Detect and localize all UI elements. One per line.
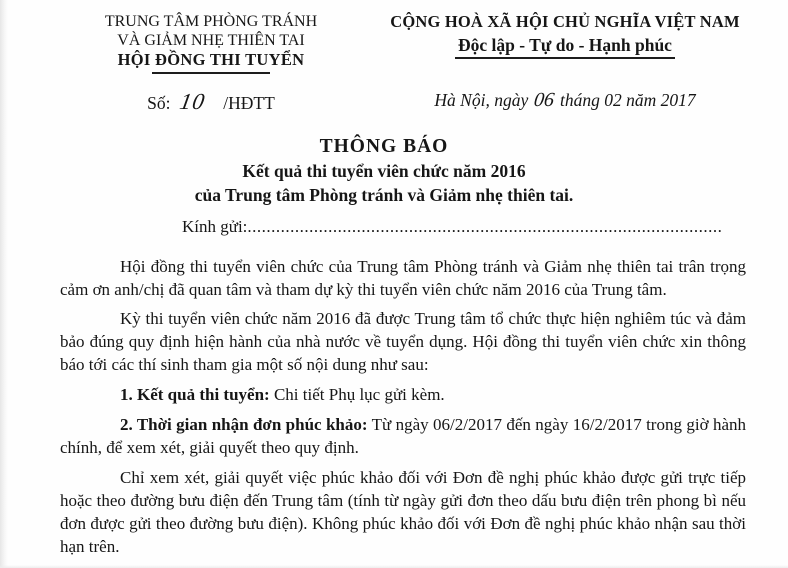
- document-body: [60, 215, 746, 558]
- date-prefix: Hà Nội, ngày: [434, 90, 529, 110]
- scan-edge-left: [0, 0, 8, 568]
- list-item-results-text: Chi tiết Phụ lục gửi kèm.: [269, 385, 445, 404]
- salutation-dotted-leader: ....................................................................................................: [247, 217, 723, 236]
- document-header: [0, 0, 788, 116]
- paragraph-review-conditions: Chỉ xem xét, giải quyết việc phúc khảo đối với Đơn đề nghị phúc khảo được gửi trực tiếp hoặc theo đường bưu điện đến Trung tâm (tính từ ngày gửi đơn theo dấu bưu điện trên phong bì nếu đơn được gửi theo đường bưu điện). Không phúc khảo đối với Đơn đề nghị phúc khảo nhận sau thời hạn trên.: [60, 468, 746, 556]
- title-block: [20, 135, 748, 207]
- document-number-label: Số:: [147, 93, 171, 113]
- document-number-line: [58, 89, 364, 116]
- salutation-line: [182, 215, 746, 239]
- org-underline-rule: [152, 72, 270, 74]
- paragraph-thanks: Hội đồng thi tuyển viên chức của Trung tâm Phòng tránh và Giảm nhẹ thiên tai trân trọng cảm ơn anh/chị đã quan tâm và tham dự kỳ thi tuyển viên chức năm 2016 của Trung tâm.: [60, 257, 746, 299]
- document-number-suffix: /HĐTT: [223, 93, 275, 113]
- document-title: THÔNG BÁO: [319, 136, 449, 157]
- list-item-results: [60, 383, 746, 406]
- paragraph-exam-conduct: Kỳ thi tuyển viên chức năm 2016 đã được Trung tâm tổ chức thực hiện nghiêm túc và đảm bảo đúng quy định hiện hành của nhà nước về tuyển dụng. Hội đồng thi tuyển viên chức xin thông báo tới các thí sinh tham gia một số nội dung như sau:: [60, 309, 746, 374]
- list-item-results-lead: 1. Kết quả thi tuyển:: [120, 385, 270, 404]
- issuing-org-block: [58, 12, 364, 116]
- document-subtitle-2: của Trung tâm Phòng tránh và Giảm nhẹ thiên tai.: [194, 185, 574, 205]
- national-motto: Độc lập - Tự do - Hạnh phúc: [455, 34, 675, 59]
- org-line-1: TRUNG TÂM PHÒNG TRÁNH: [104, 13, 318, 30]
- list-item-review-period: [60, 413, 746, 459]
- list-item-review-period-text: Từ ngày 06/2/2017 đến ngày 16/2/2017 trong giờ hành chính, để xem xét, giải quyết theo quy định.: [60, 415, 746, 457]
- national-title: CỘNG HOÀ XÃ HỘI CHỦ NGHĨA VIỆT NAM: [390, 12, 740, 31]
- national-motto-block: [364, 12, 766, 116]
- place-date-line: [364, 89, 766, 112]
- org-line-2: VÀ GIẢM NHẸ THIÊN TAI: [117, 32, 305, 49]
- document-subtitle-1: Kết quả thi tuyển viên chức năm 2016: [242, 161, 526, 181]
- date-suffix: tháng 02 năm 2017: [559, 90, 696, 110]
- salutation-label: Kính gửi:: [182, 217, 248, 236]
- list-item-review-period-lead: 2. Thời gian nhận đơn phúc khảo:: [120, 415, 368, 434]
- date-day-handwritten: 06: [532, 89, 556, 111]
- org-line-3: HỘI ĐỒNG THI TUYỂN: [117, 50, 305, 69]
- document-number-handwritten: 10: [177, 89, 208, 114]
